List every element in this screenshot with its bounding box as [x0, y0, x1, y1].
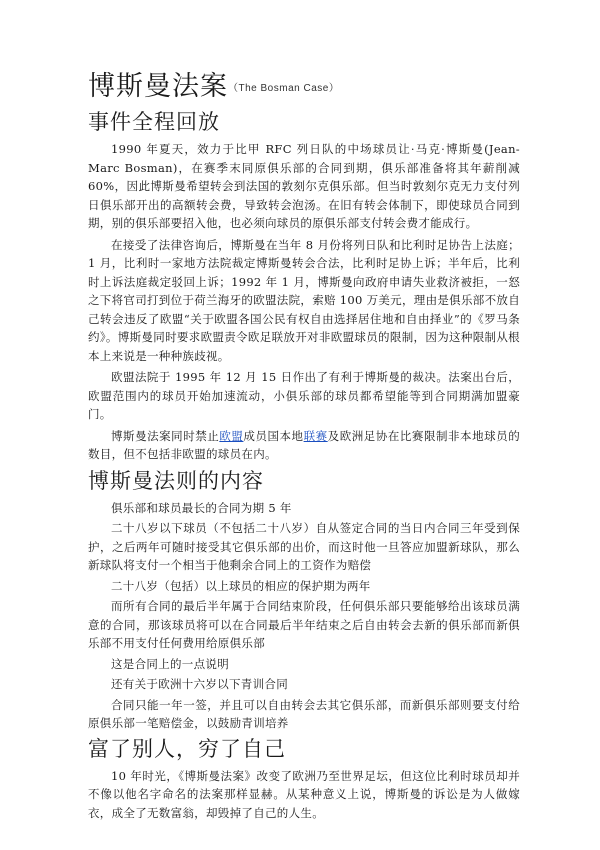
section-heading-rules: 博斯曼法则的内容 — [88, 468, 264, 493]
text-run: 成员国本地 — [243, 428, 304, 443]
link-eu[interactable]: 欧盟 — [219, 428, 244, 443]
rule-item: 二十八岁以下球员（不包括二十八岁）自从签定合同的当日内合同三年受到保护，之后两年可随时接受其它俱乐部的出价，而这时他一旦答应加盟新球队，那么新球队将支付一个相当于他剩余合同上的工资作为赔偿 — [88, 521, 520, 572]
page-title — [88, 70, 520, 106]
paragraph: 1990 年夏天，效力于比甲 RFC 列日队的中场球员让·马克·博斯曼(Jean-Marc Bosman)，在赛季末同原俱乐部的合同到期，俱乐部准备将其年薪削减 60%，因此博斯曼希望转会到法国的敦刻尔克俱乐部。但当时敦刻尔克无力支付列日俱乐部开出的高额转会费，导致转会泡汤。在旧有转会体制下，即使球员合同到期，别的俱乐部要招入他，也必须向球员的原俱乐部支付转会费才能成行。 — [88, 142, 520, 230]
document-page — [88, 70, 520, 825]
rule-item: 俱乐部和球员最长的合同为期 5 年 — [111, 500, 292, 515]
link-league[interactable]: 联赛 — [303, 428, 328, 443]
rule-item: 而所有合同的最后半年属于合同结束阶段，任何俱乐部只要能够给出该球员满意的合同，那该球员将可以在合同最后半年结束之后自由转会去新的俱乐部而新俱乐部不用支付任何费用给原俱乐部 — [88, 599, 520, 650]
section-heading-timeline: 事件全程回放 — [88, 110, 220, 134]
paragraph: 10 年时光，《博斯曼法案》改变了欧洲乃至世界足坛，但这位比利时球员却并不像以他名字命名的法案那样显赫。从某种意义上说，博斯曼的诉讼是为人做嫁衣，成全了无数富翁，却毁掉了自己的人生。 — [88, 768, 520, 820]
rule-item: 这是合同上的一点说明 — [111, 656, 229, 671]
text-run: 博斯曼法案同时禁止 — [111, 428, 220, 443]
paragraph: 欧盟法院于 1995 年 12 月 15 日作出了有利于博斯曼的裁决。法案出台后，欧盟范围内的球员开始加速流动，小俱乐部的球员都希望能等到合同期满加盟豪门。 — [88, 370, 520, 421]
paragraph: 在接受了法律咨询后，博斯曼在当年 8 月份将列日队和比利时足协告上法庭；1 月，比利时一家地方法院裁定博斯曼转会合法，比利时足协上诉；半年后，比利时上诉法庭裁定驳回上诉；1992 年 1 月，博斯曼向政府申请失业救济被拒，一怒之下将官司打到位于荷兰海牙的欧盟法院，索赔 100 万美元，理由是俱乐部不放自己转会违反了欧盟“关于欧盟各国公民有权自由选择居住地和自由择业”的《罗马条约》。博斯曼同时要求欧盟责令欧足联放开对非欧盟球员的限制，因为这种限制从根本上来说是一种种族歧视。 — [88, 237, 520, 363]
rule-item: 合同只能一年一签，并且可以自由转会去其它俱乐部，而新俱乐部则要支付给原俱乐部一笔赔偿金，以鼓励青训培养 — [88, 697, 520, 730]
rule-item: 二十八岁（包括）以上球员的相应的保护期为两年 — [111, 578, 371, 593]
text-run: 及欧洲足协在比赛限制非本地球员的数目，但不包括非欧盟的球员在内。 — [88, 428, 520, 461]
section-heading-aftermath: 富了别人，穷了自己 — [88, 736, 286, 761]
rule-item: 还有关于欧洲十六岁以下青训合同 — [111, 677, 288, 691]
title-english: （The Bosman Case） — [228, 83, 340, 94]
paragraph — [88, 427, 520, 464]
title-text: 博斯曼法案 — [88, 71, 228, 102]
